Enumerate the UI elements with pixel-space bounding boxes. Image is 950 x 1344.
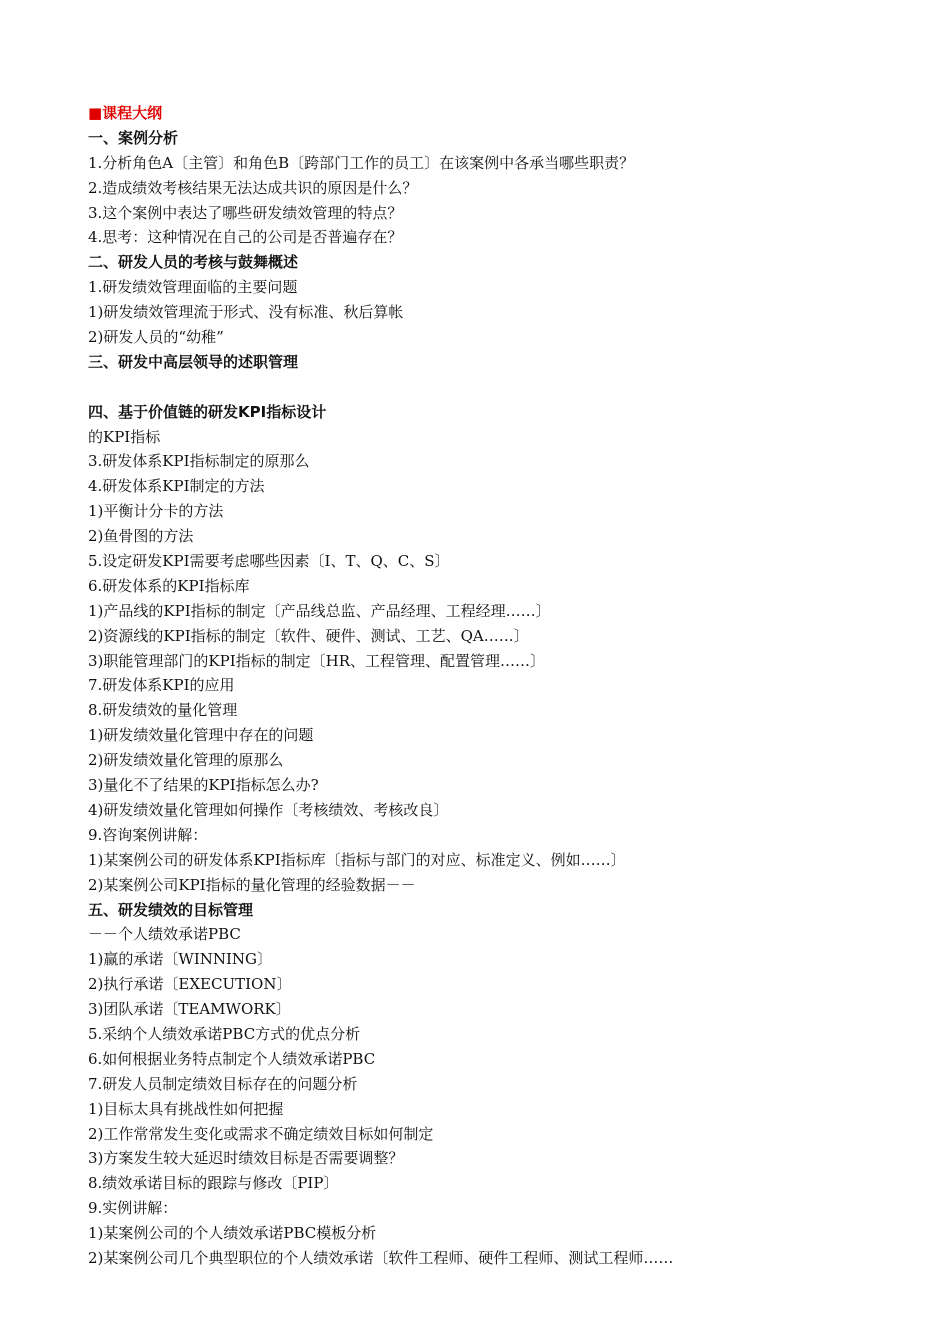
outline-item: 4)研发绩效量化管理如何操作〔考核绩效、考核改良〕: [88, 800, 449, 819]
outline-item: 1)目标太具有挑战性如何把握: [88, 1099, 284, 1118]
section-heading: 三、研发中高层领导的述职管理: [88, 352, 299, 371]
outline-item: 3.研发体系KPI指标制定的原那么: [88, 452, 310, 471]
outline-item: 2)工作常常发生变化或需求不确定绩效目标如何制定: [88, 1124, 434, 1143]
outline-item: 的KPI指标: [88, 427, 161, 446]
outline-item: 7.研发人员制定绩效目标存在的问题分析: [88, 1074, 358, 1093]
outline-item: 6.研发体系的KPI指标库: [88, 576, 250, 595]
outline-item: 1.研发绩效管理面临的主要问题: [88, 278, 298, 297]
outline-item: 1)研发绩效量化管理中存在的问题: [88, 726, 314, 745]
outline-item: 1.分析角色A〔主管〕和角色B〔跨部门工作的员工〕在该案例中各承当哪些职责？: [88, 153, 635, 172]
section-heading: 一、案例分析: [88, 128, 179, 147]
outline-item: 2)研发绩效量化管理的原那么: [88, 751, 284, 770]
outline-item: 1)研发绩效管理流于形式、没有标准、秋后算帐: [88, 303, 404, 322]
outline-item: 1)平衡计分卡的方法: [88, 502, 224, 521]
outline-item: 3)职能管理部门的KPI指标的制定〔HR、工程管理、配置管理……〕: [88, 651, 545, 670]
outline-item: 1)产品线的KPI指标的制定〔产品线总监、产品经理、工程经理……〕: [88, 601, 551, 620]
outline-item: 3)团队承诺〔TEAMWORK〕: [88, 1000, 291, 1019]
outline-lines: [88, 126, 888, 1271]
outline-item: 5.设定研发KPI需要考虑哪些因素〔I、T、Q、C、S〕: [88, 552, 450, 571]
section-heading: 四、基于价值链的研发KPI指标设计: [88, 402, 327, 421]
outline-item: 7.研发体系KPI的应用: [88, 676, 235, 695]
outline-item: 3.这个案例中表达了哪些研发绩效管理的特点？: [88, 203, 403, 222]
outline-item: 1)赢的承诺〔WINNING〕: [88, 950, 273, 969]
outline-item: 5.采纳个人绩效承诺PBC方式的优点分析: [88, 1024, 361, 1043]
outline-item: 2)某案例公司KPI指标的量化管理的经验数据－－: [88, 875, 416, 894]
section-heading: 二、研发人员的考核与鼓舞概述: [88, 253, 299, 272]
outline-item: 2)鱼骨图的方法: [88, 527, 194, 546]
outline-item: 4.研发体系KPI制定的方法: [88, 477, 265, 496]
outline-item: 8.研发绩效的量化管理: [88, 701, 238, 720]
document-page: [88, 101, 888, 1271]
outline-item: 2)资源线的KPI指标的制定〔软件、硬件、测试、工艺、QA……〕: [88, 626, 529, 645]
outline-item: 9.咨询案例讲解：: [88, 825, 208, 844]
outline-item: 3)方案发生较大延迟时绩效目标是否需要调整？: [88, 1149, 404, 1168]
outline-item: －－个人绩效承诺PBC: [88, 925, 241, 944]
outline-item: 9.实例讲解：: [88, 1199, 178, 1218]
outline-item: 6.如何根据业务特点制定个人绩效承诺PBC: [88, 1049, 376, 1068]
outline-item: 8.绩效承诺目标的跟踪与修改〔PIP〕: [88, 1174, 339, 1193]
outline-item: 1)某案例公司的研发体系KPI指标库〔指标与部门的对应、标准定义、例如……〕: [88, 850, 626, 869]
outline-item: 2)某案例公司几个典型职位的个人绩效承诺〔软件工程师、硬件工程师、测试工程师……: [88, 1248, 674, 1267]
section-heading: 五、研发绩效的目标管理: [88, 900, 254, 919]
outline-item: 3)量化不了结果的KPI指标怎么办?: [88, 776, 319, 795]
outline-item: 1)某案例公司的个人绩效承诺PBC模板分析: [88, 1224, 377, 1243]
outline-item: 2)研发人员的“幼稚”: [88, 328, 224, 347]
outline-item: 2.造成绩效考核结果无法达成共识的原因是什么？: [88, 178, 418, 197]
course-outline-title: ■课程大纲: [88, 104, 163, 122]
blank-line: [88, 375, 888, 400]
outline-item: 4.思考：这种情况在自己的公司是否普遍存在？: [88, 228, 403, 247]
outline-item: 2)执行承诺〔EXECUTION〕: [88, 975, 292, 994]
